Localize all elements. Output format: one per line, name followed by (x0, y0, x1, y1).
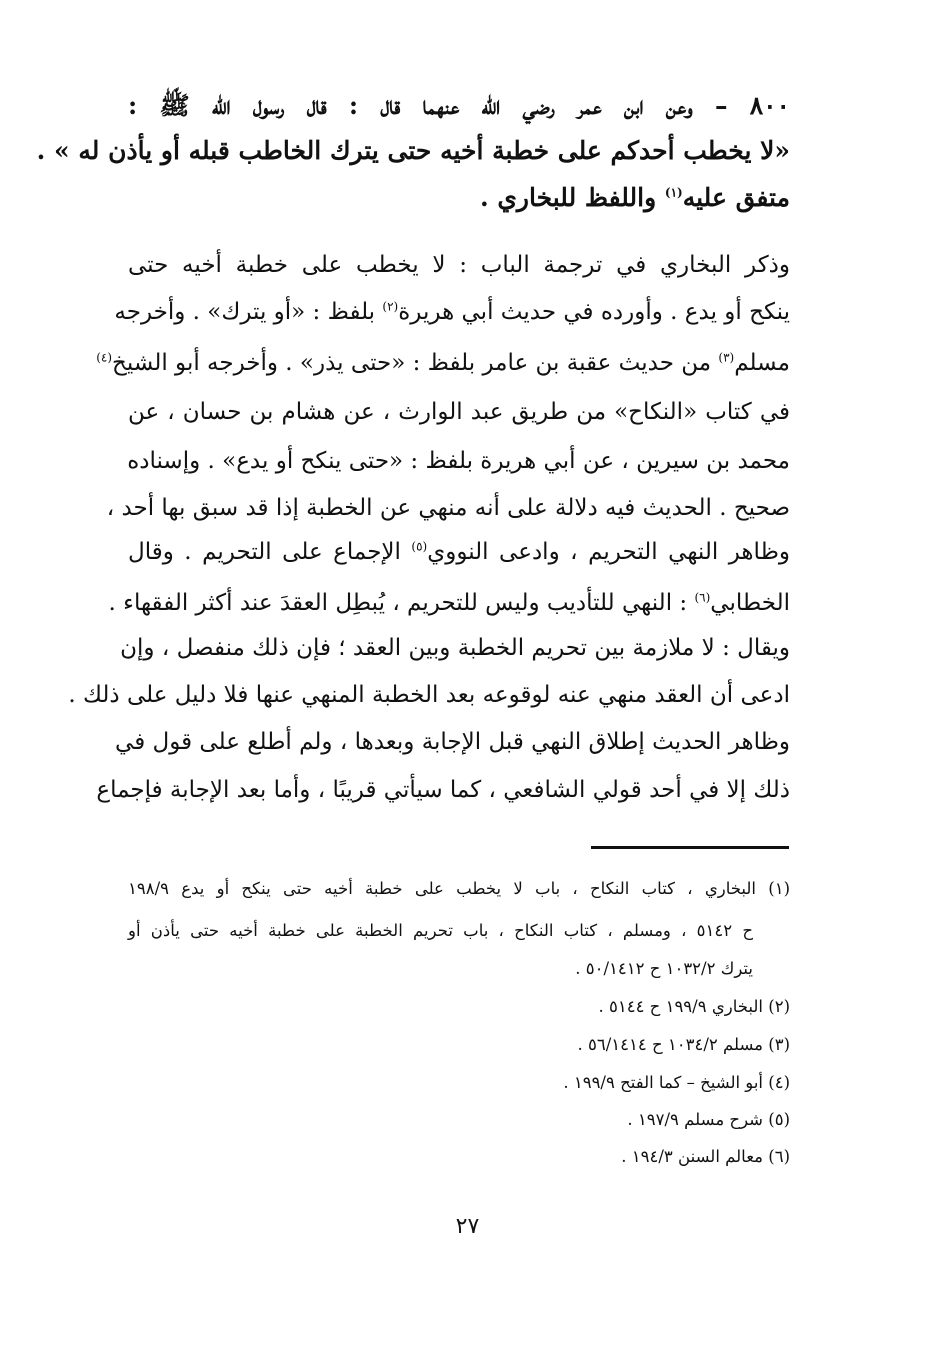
footnote-6 (621, 1142, 790, 1172)
commentary-line-7 (128, 532, 790, 572)
page-number: ٢٧ (455, 1214, 480, 1239)
commentary-text: : النهي للتأديب وليس للتحريم ، يُبطِل العقدَ عند أكثر الفقهاء . (108, 590, 695, 616)
footnote-ref-4[interactable]: (٤) (96, 350, 113, 365)
hadith-text: ٨٠٠ – وعن ابن عمر رضي الله عنهما قال : قال رسول الله ﷺ : (128, 91, 790, 120)
commentary-line-3 (96, 343, 790, 383)
footnote-1-line-2 (128, 916, 753, 946)
hadith-line-2 (36, 131, 790, 171)
footnote-text: يترك ١٠٣٢/٢ ح ٥٠/١٤١٢ . (575, 959, 753, 978)
commentary-text: ويقال : لا ملازمة بين تحريم الخطبة وبين العقد ؛ فإن ذلك منفصل ، وإن (120, 635, 790, 661)
hadith-source: متفق عليه (682, 183, 790, 212)
commentary-text: ينكح أو يدع . وأورده في حديث أبي هريرة (398, 299, 790, 325)
commentary-text: ذلك إلا في أحد قولي الشافعي ، كما سيأتي قريبًا ، وأما بعد الإجابة فإجماع (96, 777, 790, 803)
footnote-ref-3[interactable]: (٣) (718, 350, 735, 365)
footnote-ref-1[interactable]: (١) (664, 185, 683, 200)
commentary-text: ادعى أن العقد منهي عنه لوقوعه بعد الخطبة المنهي عنها فلا دليل على ذلك . (68, 682, 790, 708)
footnote-2 (598, 992, 790, 1022)
footnote-4 (563, 1068, 790, 1098)
footnote-text: (٥) شرح مسلم ١٩٧/٩ . (627, 1110, 790, 1129)
commentary-line-8 (108, 583, 790, 623)
commentary-text: وظاهر النهي التحريم ، وادعى النووي (427, 539, 790, 565)
commentary-text: من حديث عقبة بن عامر بلفظ : «حتى يذر» . وأخرجه أبو الشيخ (112, 350, 719, 376)
hadith-line-3 (128, 178, 790, 218)
footnote-ref-2[interactable]: (٢) (382, 299, 399, 314)
commentary-line-2 (114, 292, 790, 332)
footnote-text: (٣) مسلم ١٠٣٤/٢ ح ٥٦/١٤١٤ . (577, 1035, 790, 1054)
hadith-wording-note: واللفظ للبخاري . (479, 183, 665, 212)
footnote-text: (٤) أبو الشيخ – كما الفتح ١٩٩/٩ . (563, 1073, 790, 1092)
commentary-text: صحيح . الحديث فيه دلالة على أنه منهي عن الخطبة إذا قد سبق بها أحد ، (106, 495, 790, 521)
footnote-text: (١) البخاري ، كتاب النكاح ، باب لا يخطب على خطبة أخيه حتى ينكح أو يدع ١٩٨/٩ (128, 879, 790, 898)
footnote-separator (591, 846, 789, 849)
footnote-ref-5[interactable]: (٥) (411, 539, 428, 554)
commentary-line-4 (128, 392, 790, 432)
commentary-line-9 (120, 628, 790, 668)
footnote-text: ح ٥١٤٢ ، ومسلم ، كتاب النكاح ، باب تحريم الخطبة على خطبة أخيه حتى يأذن أو (128, 921, 753, 940)
footnote-3 (578, 1030, 791, 1060)
commentary-text: بلفظ : «أو يترك» . وأخرجه (114, 299, 383, 325)
hadith-text: «لا يخطب أحدكم على خطبة أخيه حتى يترك الخاطب قبله أو يأذن له » . (36, 136, 790, 165)
commentary-line-6 (106, 488, 790, 528)
footnote-text: (٦) معالم السنن ١٩٤/٣ . (621, 1147, 790, 1166)
commentary-text: وظاهر الحديث إطلاق النهي قبل الإجابة وبعدها ، ولم أطلع على قول في (115, 729, 790, 755)
commentary-text: وذكر البخاري في ترجمة الباب : لا يخطب على خطبة أخيه حتى (128, 252, 790, 278)
commentary-line-10 (68, 675, 790, 715)
hadith-line-1 (128, 86, 790, 126)
commentary-text: الإجماع على التحريم . وقال (128, 539, 412, 565)
commentary-line-1 (128, 245, 790, 285)
footnote-1-line-3 (128, 954, 753, 984)
commentary-line-11 (115, 722, 790, 762)
commentary-line-5 (128, 441, 790, 481)
commentary-line-12 (96, 770, 790, 810)
footnote-1-line-1 (128, 874, 790, 904)
commentary-text: مسلم (734, 350, 790, 376)
commentary-text: الخطابي (710, 590, 790, 616)
commentary-text: في كتاب «النكاح» من طريق عبد الوارث ، عن هشام بن حسان ، عن (128, 399, 790, 425)
commentary-text: محمد بن سيرين ، عن أبي هريرة بلفظ : «حتى ينكح أو يدع» . وإسناده (127, 448, 790, 474)
footnote-ref-6[interactable]: (٦) (694, 590, 711, 605)
footnote-5 (627, 1105, 790, 1135)
footnote-text: (٢) البخاري ١٩٩/٩ ح ٥١٤٤ . (598, 997, 790, 1016)
